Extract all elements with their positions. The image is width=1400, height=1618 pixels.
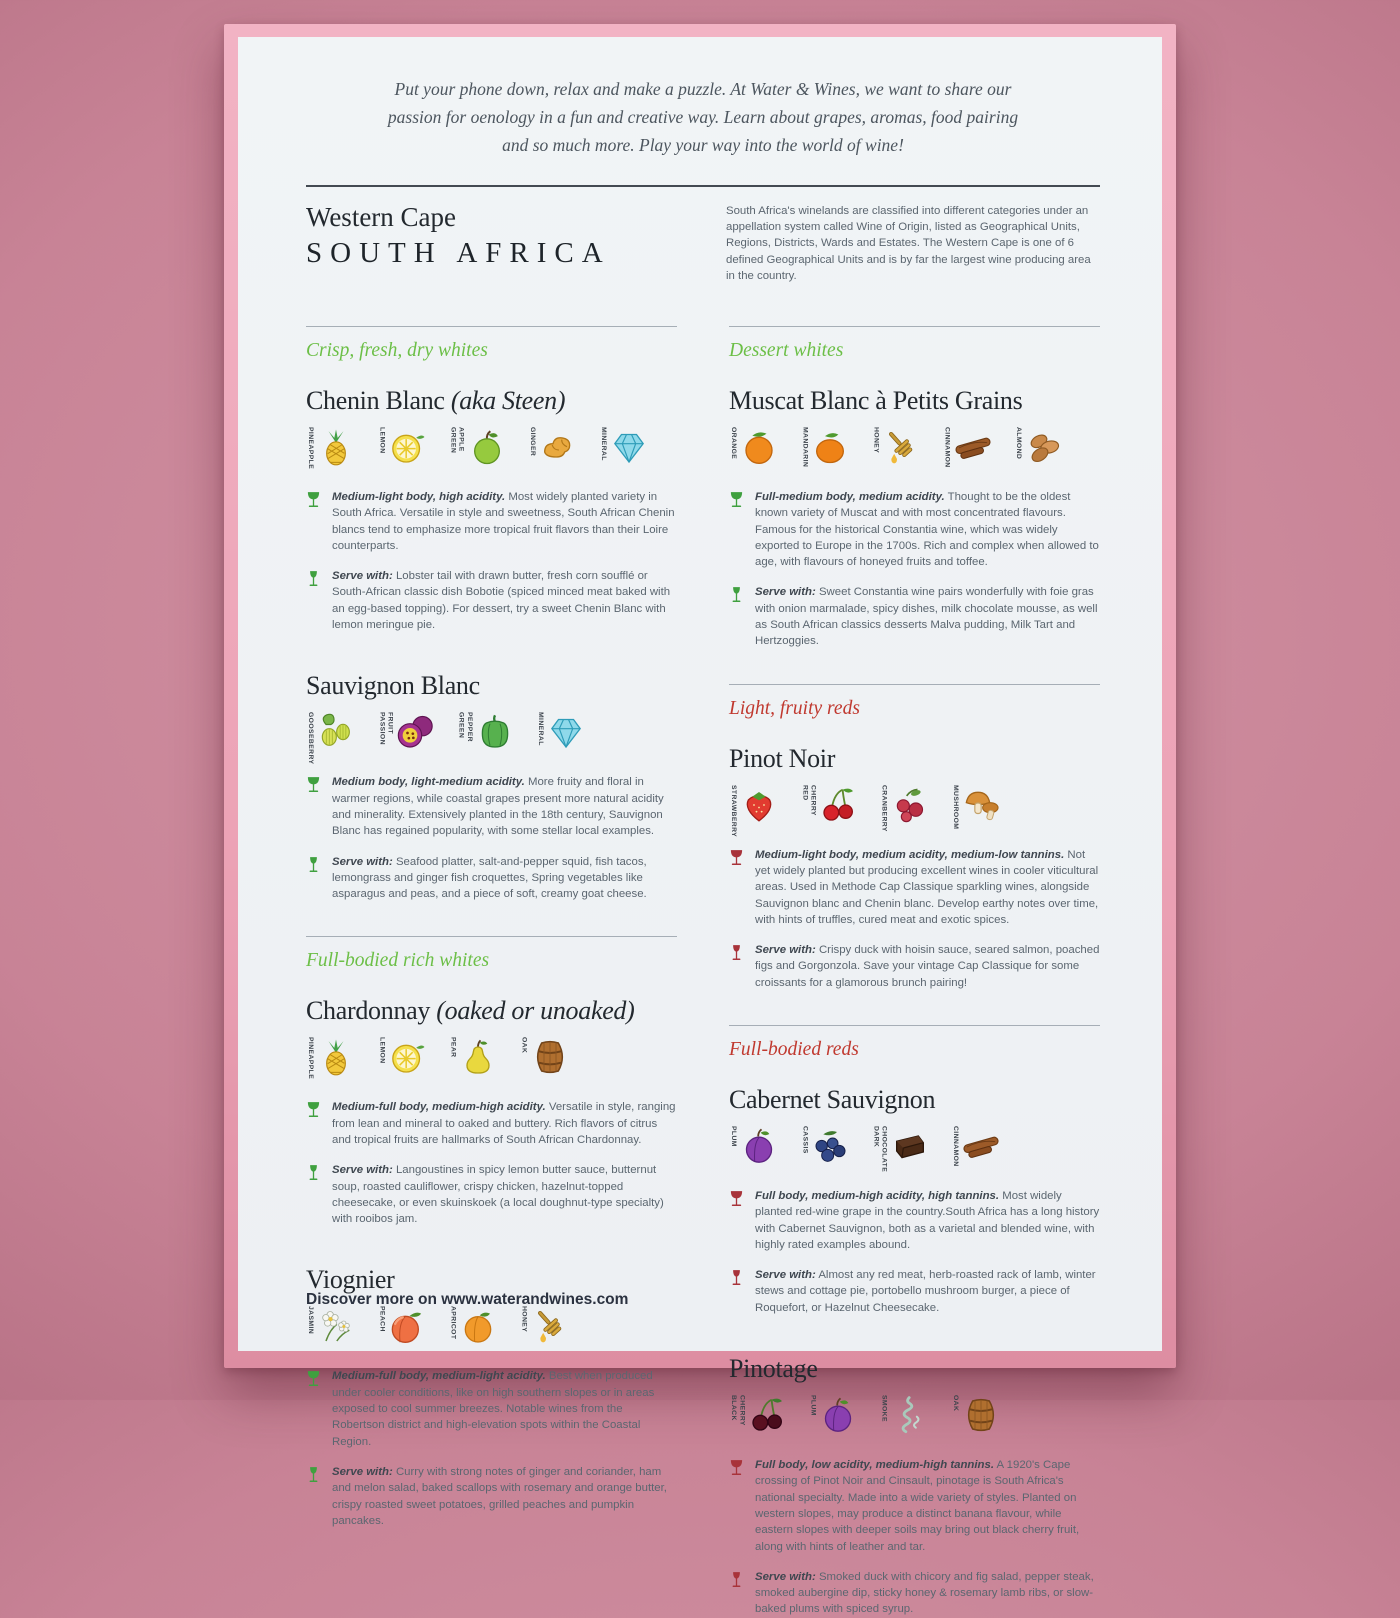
gooseberry-icon [316, 712, 356, 760]
aroma-label: HONEY [520, 1306, 528, 1333]
wine-glass-icon [729, 1457, 744, 1555]
note-text: Not yet widely planted but producing excellent wines in cooler viticultural areas. Used in Methode Cap Classique sparkling wines, alongside Sauvignon blanc and Chenin blanc. Develop earthy notes over time, with hints of truffles, cured meat and exotic spices. [755, 848, 1099, 926]
aroma-label: LEMON [378, 1037, 386, 1064]
serve-glass-icon [729, 1267, 744, 1316]
aroma-item [729, 427, 779, 475]
tasting-note [729, 1457, 1100, 1555]
lead-phrase: Medium body, light-medium acidity. [332, 776, 525, 789]
category-section [306, 936, 677, 1529]
aroma-item [306, 427, 356, 475]
aroma-label: PLUM [730, 1125, 738, 1147]
lemon-icon [387, 1037, 427, 1085]
wine-glass-icon [306, 774, 321, 839]
category-section [306, 326, 677, 902]
serve-glass-icon [306, 854, 321, 903]
peach-icon [387, 1306, 427, 1354]
aroma-row [306, 1306, 677, 1354]
lemon-icon [387, 427, 427, 475]
aroma-label: GOOSEBERRY [307, 712, 315, 765]
orange-icon [739, 427, 779, 475]
note-text: Sweet Constantia wine pairs wonderfully with foie gras with onion marmalade, spicy dishes, milk chocolate mousse, as well as South African classics desserts Malva pudding, Milk Tart and Hertzoggies. [755, 586, 1098, 648]
oak-icon [961, 1395, 1001, 1443]
wine-name-text: Sauvignon Blanc [306, 671, 480, 701]
aroma-label: CINNAMON [943, 426, 951, 468]
aroma-item [377, 1306, 427, 1354]
note-text: Best when produced under cooler conditions, like on high southern slopes or in areas exposed to cool summer breezes. Notable wines from the Robertson district and high-elevation spots within the Coastal Region. [332, 1370, 655, 1448]
wine-name-text: Viognier [306, 1265, 395, 1295]
wine-name [306, 671, 677, 701]
aroma-row [729, 784, 1100, 837]
aroma-label: CINNAMON [951, 1125, 959, 1167]
aroma-row [306, 1037, 677, 1085]
aroma-item [528, 427, 578, 475]
note-text: Most widely planted red-wine grape in the country.South Africa has a long history with Cabernet Sauvignon, both as a varietal and blended wine, with highly rated examples abound. [755, 1189, 1100, 1251]
aroma-item [951, 1395, 1001, 1443]
tasting-note-text [755, 1457, 1100, 1555]
wine-name-text: Cabernet Sauvignon [729, 1084, 936, 1114]
pear-icon [458, 1037, 498, 1085]
serve-glass-icon [306, 1464, 321, 1529]
note-text: Langoustines in spicy lemon butter sauce, butternut soup, roasted cauliflower, crispy chicken, hazelnut-topped cheesecake, or even skuinskoek (a local doughnut-type specialty) with rooibos jam. [332, 1164, 664, 1226]
aroma-item [377, 1037, 427, 1085]
tasting-note-text [332, 1368, 677, 1449]
green-pepper-icon [475, 712, 515, 760]
tasting-note-text [332, 489, 677, 554]
lead-phrase: Full body, medium-high acidity, high tannins. [755, 1189, 1000, 1202]
lead-phrase: Medium-light body, medium acidity, medium-low tannins. [755, 848, 1065, 861]
serving-suggestion-text [332, 1162, 677, 1227]
aroma-item [377, 427, 427, 475]
wine-block [729, 744, 1100, 991]
lead-phrase: Full-medium body, medium acidity. [755, 490, 945, 503]
lead-phrase: Serve with: [755, 1570, 816, 1583]
serve-glass-icon [306, 568, 321, 633]
aroma-label: MINERAL [599, 426, 607, 461]
mushroom-icon [961, 785, 1001, 833]
wine-block [306, 671, 677, 902]
lead-phrase: Serve with: [332, 1465, 393, 1478]
wine-glass-icon [306, 1368, 321, 1449]
serve-glass-icon [729, 584, 744, 649]
serving-suggestion [729, 942, 1100, 991]
serving-suggestion [729, 1569, 1100, 1618]
lead-phrase: Serve with: [755, 1269, 816, 1282]
category-section [729, 1025, 1100, 1618]
mandarin-icon [810, 427, 850, 475]
wine-name [306, 996, 677, 1026]
aroma-item [729, 784, 779, 837]
category-label: Dessert whites [729, 339, 844, 361]
wine-block [306, 996, 677, 1227]
serving-suggestion-text [755, 1569, 1100, 1618]
serving-suggestion-text [755, 584, 1100, 649]
aroma-label: LEMON [378, 426, 386, 454]
note-text: Lobster tail with drawn butter, fresh corn soufflé or South-African classic dish Bobotie (spiced minced meat baked with an egg-based topping). For dessert, try a sweet Chenin Blanc with lemon meringue pie. [332, 570, 671, 632]
aroma-item [871, 1126, 929, 1174]
note-text: Curry with strong notes of ginger and coriander, ham and melon salad, baked scallops with rosemary and orange butter, crispy roasted sweet potatoes, grilled peaches and pumpkin pancakes. [332, 1465, 667, 1527]
tasting-note [306, 774, 677, 839]
aroma-item [942, 427, 992, 475]
tasting-note-text [332, 774, 677, 839]
wine-name [729, 744, 1100, 774]
aroma-label: GINGER [528, 426, 536, 457]
black-cherry-icon [747, 1395, 787, 1443]
note-text: Almost any red meat, herb-roasted rack of lamb, winter stews and cottage pie, portobello mushroom burger, a piece of Roquefort, or Hazelnut Cheesecake. [755, 1269, 1096, 1314]
category-label: Crisp, fresh, dry whites [306, 339, 488, 361]
category-section [729, 684, 1100, 991]
cassis-icon [810, 1126, 850, 1174]
tasting-note [306, 489, 677, 554]
aroma-item [871, 427, 921, 475]
tasting-note [306, 1368, 677, 1449]
aroma-label: OAK [520, 1037, 528, 1054]
right-column [729, 326, 1100, 1618]
wine-name [306, 386, 677, 416]
aroma-label: PLUM [809, 1395, 817, 1416]
aroma-row [729, 1395, 1100, 1443]
ginger-icon [538, 427, 578, 475]
aroma-item [951, 1126, 1001, 1174]
aroma-label: MANDARIN [801, 426, 809, 468]
wine-name-text: Chardonnay [306, 996, 431, 1026]
lead-phrase: Serve with: [755, 944, 816, 957]
aroma-label: GREEN PEPPER [457, 712, 473, 743]
aroma-row [306, 427, 677, 475]
aroma-label: OAK [951, 1395, 959, 1412]
honey-icon [881, 427, 921, 475]
pineapple-icon [316, 427, 356, 475]
aroma-item [448, 1037, 498, 1085]
serving-suggestion-text [755, 942, 1100, 991]
aroma-item [448, 1306, 498, 1354]
wine-name-text: Chenin Blanc [306, 385, 445, 415]
wine-block [729, 1354, 1100, 1618]
aroma-row [729, 1126, 1100, 1174]
poster [238, 37, 1162, 1616]
aroma-label: JASMIN [307, 1306, 315, 1335]
tasting-note-text [755, 1188, 1100, 1253]
aroma-item [536, 712, 586, 760]
aroma-item [306, 1306, 356, 1354]
wine-glass-icon [729, 1188, 744, 1253]
serving-suggestion-text [755, 1267, 1100, 1316]
lead-phrase: Full body, low acidity, medium-high tannins. [755, 1459, 994, 1472]
aroma-label: PINEAPPLE [307, 426, 315, 470]
lead-phrase: Medium-light body, high acidity. [332, 490, 506, 503]
category-section [729, 326, 1100, 650]
wine-name-text: Muscat Blanc à Petits Grains [729, 385, 1023, 415]
aroma-row [729, 427, 1100, 475]
serve-glass-icon [306, 1162, 321, 1227]
category-label: Light, fruity reds [729, 697, 860, 719]
aroma-item [448, 427, 506, 475]
aroma-label: PEAR [449, 1037, 457, 1058]
lead-phrase: Medium-full body, medium-high acidity. [332, 1101, 546, 1114]
aroma-label: ORANGE [730, 426, 738, 460]
wine-glass-icon [306, 1099, 321, 1148]
lead-phrase: Medium-full body, medium-light acidity. [332, 1370, 546, 1383]
wine-name [729, 386, 1100, 416]
mineral-icon [609, 427, 649, 475]
aroma-label: ALMOND [1014, 426, 1022, 460]
region-title: Western Cape [306, 202, 457, 232]
intro-text: Put your phone down, relax and make a puzzle. At Water & Wines, we want to share our passion for oenology in a fun and creative way. Learn about grapes, aromas, food pairing and so much more. Play your way into the world of wine! [387, 79, 1019, 155]
region-title-block [306, 203, 611, 284]
aroma-item [306, 712, 356, 765]
region-subtitle: SOUTH AFRICA [306, 236, 611, 269]
tasting-note [729, 489, 1100, 570]
honey-icon [530, 1306, 570, 1354]
aroma-label: GREEN APPLE [449, 426, 465, 454]
aroma-label: APRICOT [449, 1306, 457, 1340]
aroma-label: RED CHERRY [801, 784, 817, 816]
plum-icon [818, 1395, 858, 1443]
aroma-label: BLACK CHERRY [730, 1395, 746, 1426]
note-text: Seafood platter, salt-and-pepper squid, fish tacos, lemongrass and ginger fish croquettes, Spring vegetables like asparagus and peas, and a piece of soft, creamy goat cheese. [332, 855, 647, 901]
aroma-item [800, 1126, 850, 1174]
wine-name-text: Pinotage [729, 1354, 818, 1384]
aroma-item [599, 427, 649, 475]
almond-icon [1024, 427, 1064, 475]
note-text: Thought to be the oldest known variety of Muscat and with most concentrated flavours. Famous for the historical Constantia wine, which was widely exported to Europe in the 1700s. Rich and complex when allowed to age, with flavours of honeyed fruits and toffee. [755, 490, 1099, 569]
serving-suggestion-text [332, 854, 677, 903]
note-text: A 1920's Cape crossing of Pinot Noir and Cinsault, pinotage is South Africa's national specialty. Made into a wide variety of styles. Planted on western slopes, may produce a distinct banana flavour, while eastern slopes with deeper soils may bring out black cherry fruit, along with hints of leather and tar. [755, 1459, 1080, 1553]
wine-name [729, 1354, 1100, 1384]
serve-glass-icon [729, 1569, 744, 1618]
aroma-item [879, 1395, 929, 1443]
category-label: Full-bodied rich whites [306, 950, 490, 972]
aroma-item [519, 1037, 569, 1085]
header-divider [306, 185, 1100, 187]
aroma-row [306, 712, 677, 765]
aroma-label: MUSHROOM [951, 784, 959, 829]
serve-glass-icon [729, 942, 744, 991]
smoke-icon [890, 1395, 930, 1443]
aroma-item [800, 785, 858, 833]
wine-name-suffix: (oaked or unoaked) [430, 996, 635, 1026]
aroma-label: PINEAPPLE [307, 1037, 315, 1080]
note-text: More fruity and floral in warmer regions, while coastal grapes present more natural acidity and minerality. Extensively planted in the 18th century, Sauvignon Blanc has regained popularity, with some stellar local examples. [332, 776, 664, 838]
aroma-label: CRANBERRY [880, 784, 888, 832]
aroma-item [808, 1395, 858, 1443]
wine-block [729, 1085, 1100, 1316]
serving-suggestion [306, 1464, 677, 1529]
wine-block [306, 386, 677, 633]
aroma-item [519, 1306, 569, 1354]
wine-glass-icon [306, 489, 321, 554]
cinnamon-icon [961, 1126, 1001, 1174]
region-description: South Africa's winelands are classified into different categories under an appellation system called Wine of Origin, listed as Geographical Units, Regions, Districts, Wards and Estates. The Western Cape is one of 6 defined Geographical Units and is by far the largest wine producing area in the country. [726, 205, 1091, 282]
aroma-label: DARK CHOCOLATE [872, 1125, 888, 1173]
note-text: Smoked duck with chicory and fig salad, pepper steak, smoked aubergine dip, sticky honey & rosemary lamb ribs, or slow-baked plums with spiced syrup. [755, 1570, 1094, 1616]
note-text: Versatile in style, ranging from lean and mineral to oaked and buttery. Rich flavors of citrus and tropical fruits are hallmarks of South African Chardonnay. [332, 1101, 676, 1146]
aroma-label: CASSIS [801, 1125, 809, 1154]
jasmin-icon [316, 1306, 356, 1354]
wine-glass-icon [729, 847, 744, 928]
wine-glass-icon [729, 489, 744, 570]
aroma-item [729, 1395, 787, 1443]
aroma-label: STRAWBERRY [730, 784, 738, 837]
aroma-label: MINERAL [536, 712, 544, 747]
aroma-label: SMOKE [880, 1395, 888, 1422]
tasting-note-text [332, 1099, 677, 1148]
tasting-note-text [755, 489, 1100, 570]
plum-icon [739, 1126, 779, 1174]
lead-phrase: Serve with: [332, 855, 393, 868]
aroma-item [800, 427, 850, 475]
wine-columns [306, 326, 1100, 1618]
serving-suggestion [306, 1162, 677, 1227]
cinnamon-icon [953, 427, 993, 475]
red-cherry-icon [818, 785, 858, 833]
wine-block [729, 386, 1100, 650]
apricot-icon [458, 1306, 498, 1354]
mineral-icon [546, 712, 586, 760]
footer-url: Discover more on www.waterandwines.com [306, 1291, 629, 1308]
cranberry-icon [890, 785, 930, 833]
aroma-item [879, 785, 929, 833]
aroma-label: PEACH [378, 1306, 386, 1333]
tasting-note-text [755, 847, 1100, 928]
wine-name-suffix: (aka Steen) [444, 385, 566, 415]
serving-suggestion [306, 854, 677, 903]
wine-name [729, 1085, 1100, 1115]
aroma-label: PASSION FRUIT [378, 712, 394, 746]
tasting-note [306, 1099, 677, 1148]
serving-suggestion [306, 568, 677, 633]
lead-phrase: Serve with: [332, 570, 393, 583]
tasting-note [729, 847, 1100, 928]
green-apple-icon [467, 427, 507, 475]
note-text: Crispy duck with hoisin sauce, seared salmon, poached figs and Gorgonzola. Save your vintage Cap Classique for some croissants for a glamorous brunch pairing! [755, 944, 1100, 989]
tasting-note [729, 1188, 1100, 1253]
lead-phrase: Serve with: [755, 586, 816, 599]
wine-name-text: Pinot Noir [729, 743, 836, 773]
aroma-item [377, 712, 435, 760]
serving-suggestion-text [332, 568, 677, 633]
aroma-item [729, 1126, 779, 1174]
left-column [306, 326, 677, 1618]
serving-suggestion [729, 584, 1100, 649]
aroma-item [951, 785, 1001, 833]
serving-suggestion [729, 1267, 1100, 1316]
aroma-item [456, 712, 514, 760]
aroma-item [1014, 427, 1064, 475]
dark-chocolate-icon [890, 1126, 930, 1174]
region-header [306, 203, 1100, 284]
aroma-label: HONEY [872, 426, 880, 454]
lead-phrase: Serve with: [332, 1164, 393, 1177]
serving-suggestion-text [332, 1464, 677, 1529]
pineapple-icon [316, 1037, 356, 1085]
oak-icon [530, 1037, 570, 1085]
aroma-item [306, 1037, 356, 1085]
note-text: Most widely planted variety in South Africa. Versatile in style and sweetness, South African Chenin blancs tend to emphasize more tropical fruit flavors than their Loire counterparts. [332, 490, 675, 552]
passion-fruit-icon [395, 712, 435, 760]
strawberry-icon [739, 785, 779, 833]
category-label: Full-bodied reds [729, 1038, 859, 1060]
